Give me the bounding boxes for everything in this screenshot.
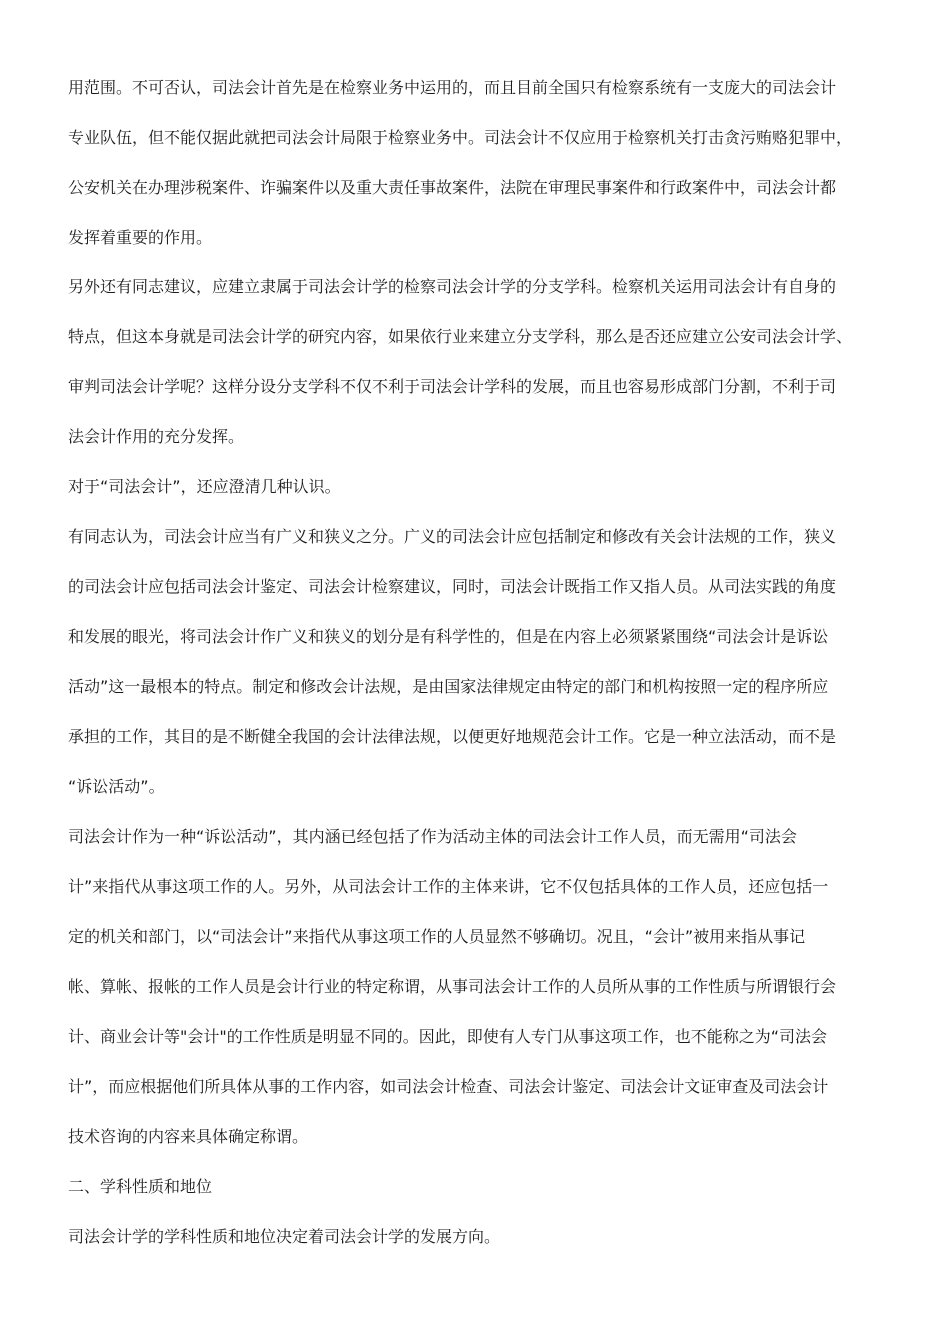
- text-line: 特点，但这本身就是司法会计学的研究内容，如果依行业来建立分支学科，那么是否还应建立公安司法会计学、: [68, 327, 853, 346]
- text-line: 和发展的眼光，将司法会计作广义和狭义的划分是有科学性的，但是在内容上必须紧紧围绕“司法会计是诉讼: [68, 627, 829, 646]
- text-line: 计、商业会计等"会计"的工作性质是明显不同的。因此，即使有人专门从事这项工作，也不能称之为“司法会: [68, 1027, 828, 1046]
- text-line: 技术咨询的内容来具体确定称谓。: [68, 1127, 309, 1146]
- text-line: 发挥着重要的作用。: [68, 228, 213, 247]
- text-line: 活动”这一最根本的特点。制定和修改会计法规，是由国家法律规定由特定的部门和机构按照一定的程序所应: [68, 677, 829, 696]
- text-line: 专业队伍，但不能仅据此就把司法会计局限于检察业务中。司法会计不仅应用于检察机关打击贪污贿赂犯罪中，: [68, 128, 853, 147]
- text-line: 计”，而应根据他们所具体从事的工作内容，如司法会计检查、司法会计鉴定、司法会计文证审查及司法会计: [68, 1077, 829, 1096]
- text-line: 定的机关和部门，以“司法会计”来指代从事这项工作的人员显然不够确切。况且，“会计”被用来指从事记: [68, 927, 806, 946]
- section-heading: 二、学科性质和地位: [68, 1177, 213, 1196]
- text-line: 对于“司法会计”，还应澄清几种认识。: [68, 477, 341, 496]
- text-line: 司法会计作为一种“诉讼活动”，其内涵已经包括了作为活动主体的司法会计工作人员，而无需用“司法会: [68, 827, 797, 846]
- text-line: 的司法会计应包括司法会计鉴定、司法会计检察建议，同时，司法会计既指工作又指人员。从司法实践的角度: [68, 577, 837, 596]
- text-line: 承担的工作，其目的是不断健全我国的会计法律法规，以便更好地规范会计工作。它是一种立法活动，而不是: [68, 727, 837, 746]
- text-line: 司法会计学的学科性质和地位决定着司法会计学的发展方向。: [68, 1227, 501, 1246]
- text-line: “诉讼活动”。: [68, 777, 165, 796]
- text-line: 审判司法会计学呢？这样分设分支学科不仅不利于司法会计学科的发展，而且也容易形成部门分割，不利于司: [68, 377, 837, 396]
- text-line: 用范围。不可否认，司法会计首先是在检察业务中运用的，而且目前全国只有检察系统有一支庞大的司法会计: [68, 78, 837, 97]
- text-line: 有同志认为，司法会计应当有广义和狭义之分。广义的司法会计应包括制定和修改有关会计法规的工作，狭义: [68, 527, 837, 546]
- text-line: 公安机关在办理涉税案件、诈骗案件以及重大责任事故案件，法院在审理民事案件和行政案件中，司法会计都: [68, 178, 837, 197]
- text-line: 帐、算帐、报帐的工作人员是会计行业的特定称谓，从事司法会计工作的人员所从事的工作性质与所谓银行会: [68, 977, 837, 996]
- text-line: 计”来指代从事这项工作的人。另外，从司法会计工作的主体来讲，它不仅包括具体的工作人员，还应包括一: [68, 877, 829, 896]
- text-line: 另外还有同志建议，应建立隶属于司法会计学的检察司法会计学的分支学科。检察机关运用司法会计有自身的: [68, 277, 837, 296]
- text-line: 法会计作用的充分发挥。: [68, 427, 245, 446]
